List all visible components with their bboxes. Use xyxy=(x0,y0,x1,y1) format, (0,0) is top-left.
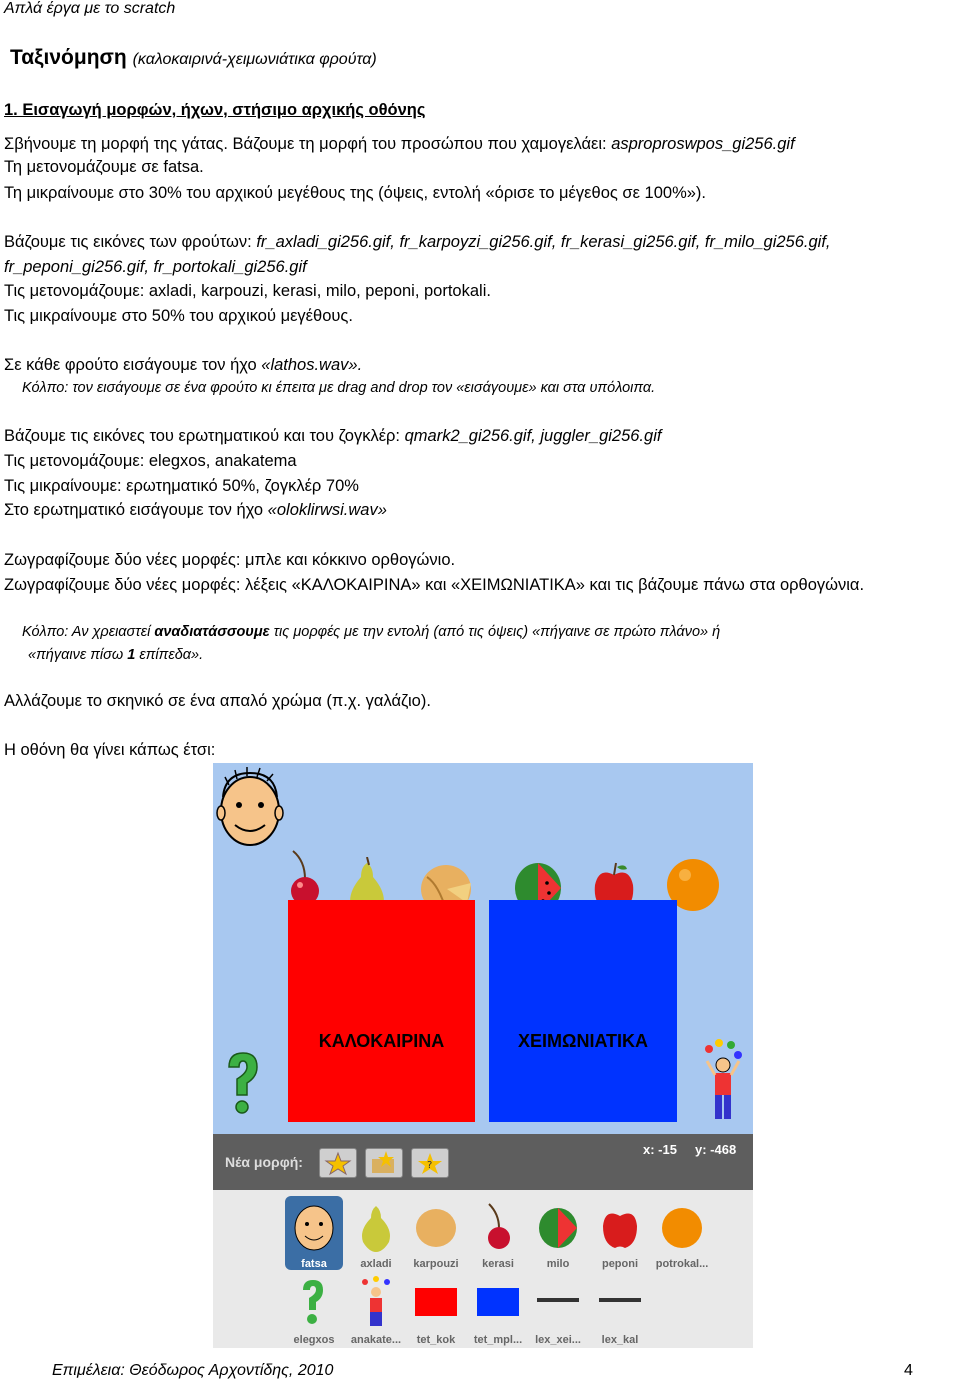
smiling-face-sprite[interactable] xyxy=(215,767,285,851)
question-star-icon xyxy=(412,1149,448,1177)
melon-icon xyxy=(413,1200,459,1252)
winter-word-icon xyxy=(535,1276,581,1328)
face-icon xyxy=(291,1200,337,1252)
text-line: Σβήνουμε τη μορφή της γάτας. Βάζουμε τη μορφή του προσώπου που χαμογελάει: asproproswpos_gi256.gif xyxy=(4,135,795,153)
sprite-tile-tet-kok[interactable]: tet_kok xyxy=(407,1272,465,1346)
new-sprite-label: Νέα μορφή: xyxy=(225,1154,303,1170)
summer-box[interactable] xyxy=(288,900,475,1122)
title-main: Ταξινόμηση xyxy=(10,46,127,69)
sprite-tile-milo[interactable]: milo xyxy=(529,1196,587,1270)
sprite-tile-lex-xei[interactable]: lex_xei... xyxy=(529,1272,587,1346)
text-line: Τη μετονομάζουμε σε fatsa. xyxy=(4,158,204,176)
apple-icon xyxy=(597,1200,643,1252)
winter-box[interactable] xyxy=(489,900,677,1122)
sprite-panel xyxy=(213,1134,753,1348)
sprite-list xyxy=(213,1190,753,1348)
sprite-tile-kerasi[interactable]: kerasi xyxy=(469,1196,527,1270)
winter-label[interactable]: ΧΕΙΜΩΝΙΑΤΙΚΑ xyxy=(518,1031,648,1051)
summer-label[interactable]: ΚΑΛΟΚΑΙΡΙΝΑ xyxy=(318,1031,445,1051)
choose-sprite-file-button[interactable] xyxy=(365,1148,403,1178)
sprite-tile-anakatema[interactable]: anakate... xyxy=(347,1272,405,1346)
page-title xyxy=(10,46,377,70)
x-coordinate-readout: x: -15 xyxy=(643,1142,677,1157)
sprite-tile-fatsa[interactable]: fatsa xyxy=(285,1196,343,1270)
orange-icon xyxy=(659,1200,705,1252)
text-line: Σε κάθε φρούτο εισάγουμε τον ήχο «lathos.wav». xyxy=(4,356,363,374)
sprite-tile-elegxos[interactable]: elegxos xyxy=(285,1272,343,1346)
summer-word-icon xyxy=(597,1276,643,1328)
title-subtitle: (καλοκαιρινά-χειμωνιάτικα φρούτα) xyxy=(132,51,377,68)
text-line: Στο ερωτηματικό εισάγουμε τον ήχο «oloklirwsi.wav» xyxy=(4,501,387,519)
juggler-sprite[interactable] xyxy=(703,1039,743,1125)
svg-text:?: ? xyxy=(427,1160,433,1171)
text-line: Τις μετονομάζουμε: elegxos, anakatema xyxy=(4,452,297,470)
paintbrush-star-icon xyxy=(320,1149,356,1177)
blue-rectangle-icon xyxy=(475,1276,521,1328)
sprite-tile-lex-kal[interactable]: lex_kal xyxy=(591,1272,649,1346)
text-line: Η οθόνη θα γίνει κάπως έτσι: xyxy=(4,741,216,759)
page-number: 4 xyxy=(904,1362,913,1379)
running-header: Απλά έργα με το scratch xyxy=(4,0,176,17)
text-line: Αλλάζουμε το σκηνικό σε ένα απαλό χρώμα (π.χ. γαλάζιο). xyxy=(4,692,431,710)
text-line: fr_peponi_gi256.gif, fr_portokali_gi256.gif xyxy=(4,258,307,276)
red-rectangle-icon xyxy=(413,1276,459,1328)
watermelon-icon xyxy=(535,1200,581,1252)
surprise-sprite-button[interactable] xyxy=(411,1148,449,1178)
sprite-tile-axladi[interactable]: axladi xyxy=(347,1196,405,1270)
text-line: Ζωγραφίζουμε δύο νέες μορφές: μπλε και κόκκινο ορθογώνιο. xyxy=(4,551,456,569)
juggler-icon xyxy=(353,1276,399,1328)
text-line: Ζωγραφίζουμε δύο νέες μορφές: λέξεις «ΚΑΛΟΚΑΙΡΙΝΑ» και «ΧΕΙΜΩΝΙΑΤΙΚΑ» και τις βάζουμε πάνω στα ορθογώνια. xyxy=(4,576,865,594)
tip-line: «πήγαινε πίσω 1 επίπεδα». xyxy=(28,647,204,663)
question-mark-sprite[interactable] xyxy=(223,1051,263,1117)
sprite-tile-portokali[interactable]: potrokal... xyxy=(653,1196,711,1270)
pear-icon xyxy=(353,1200,399,1252)
folder-star-icon xyxy=(366,1149,402,1177)
scratch-stage xyxy=(213,763,753,1134)
text-line: Βάζουμε τις εικόνες του ερωτηματικού και του ζογκλέρ: qmark2_gi256.gif, juggler_gi256.gif xyxy=(4,427,662,445)
text-line: Τις μετονομάζουμε: axladi, karpouzi, kerasi, milo, peponi, portokali. xyxy=(4,282,491,300)
tip-line: Κόλπο: τον εισάγουμε σε ένα φρούτο κι έπειτα με drag and drop τον «εισάγουμε» και στα υπόλοιπα. xyxy=(22,380,656,396)
tip-line: Κόλπο: Αν χρειαστεί αναδιατάσσουμε τις μορφές με την εντολή (από τις όψεις) «πήγαινε σε πρώτο πλάνο» ή xyxy=(22,624,721,640)
question-mark-icon xyxy=(291,1276,337,1328)
text-line: Τη μικραίνουμε στο 30% του αρχικού μεγέθους της (όψεις, εντολή «όρισε το μέγεθος σε 100%»). xyxy=(4,184,706,202)
sprite-tile-peponi[interactable]: peponi xyxy=(591,1196,649,1270)
cherry-icon xyxy=(475,1200,521,1252)
section-heading: 1. Εισαγωγή μορφών, ήχων, στήσιμο αρχικής οθόνης xyxy=(4,101,426,119)
paint-new-sprite-button[interactable] xyxy=(319,1148,357,1178)
sprite-tile-karpouzi[interactable]: karpouzi xyxy=(407,1196,465,1270)
y-coordinate-readout: y: -468 xyxy=(695,1142,737,1157)
cherry-sprite[interactable] xyxy=(285,847,325,907)
text-line: Τις μικραίνουμε στο 50% του αρχικού μεγέθους. xyxy=(4,307,353,325)
text-line: Βάζουμε τις εικόνες των φρούτων: fr_axladi_gi256.gif, fr_karpoyzi_gi256.gif, fr_kerasi_gi256.gif, fr_milo_gi256.gif, xyxy=(4,233,831,251)
new-sprite-bar xyxy=(213,1134,753,1191)
sprite-tile-tet-mple[interactable]: tet_mpl... xyxy=(469,1272,527,1346)
footer-credit: Επιμέλεια: Θεόδωρος Αρχοντίδης, 2010 xyxy=(52,1362,334,1379)
text-line: Τις μικραίνουμε: ερωτηματικό 50%, ζογκλέρ 70% xyxy=(4,477,359,495)
